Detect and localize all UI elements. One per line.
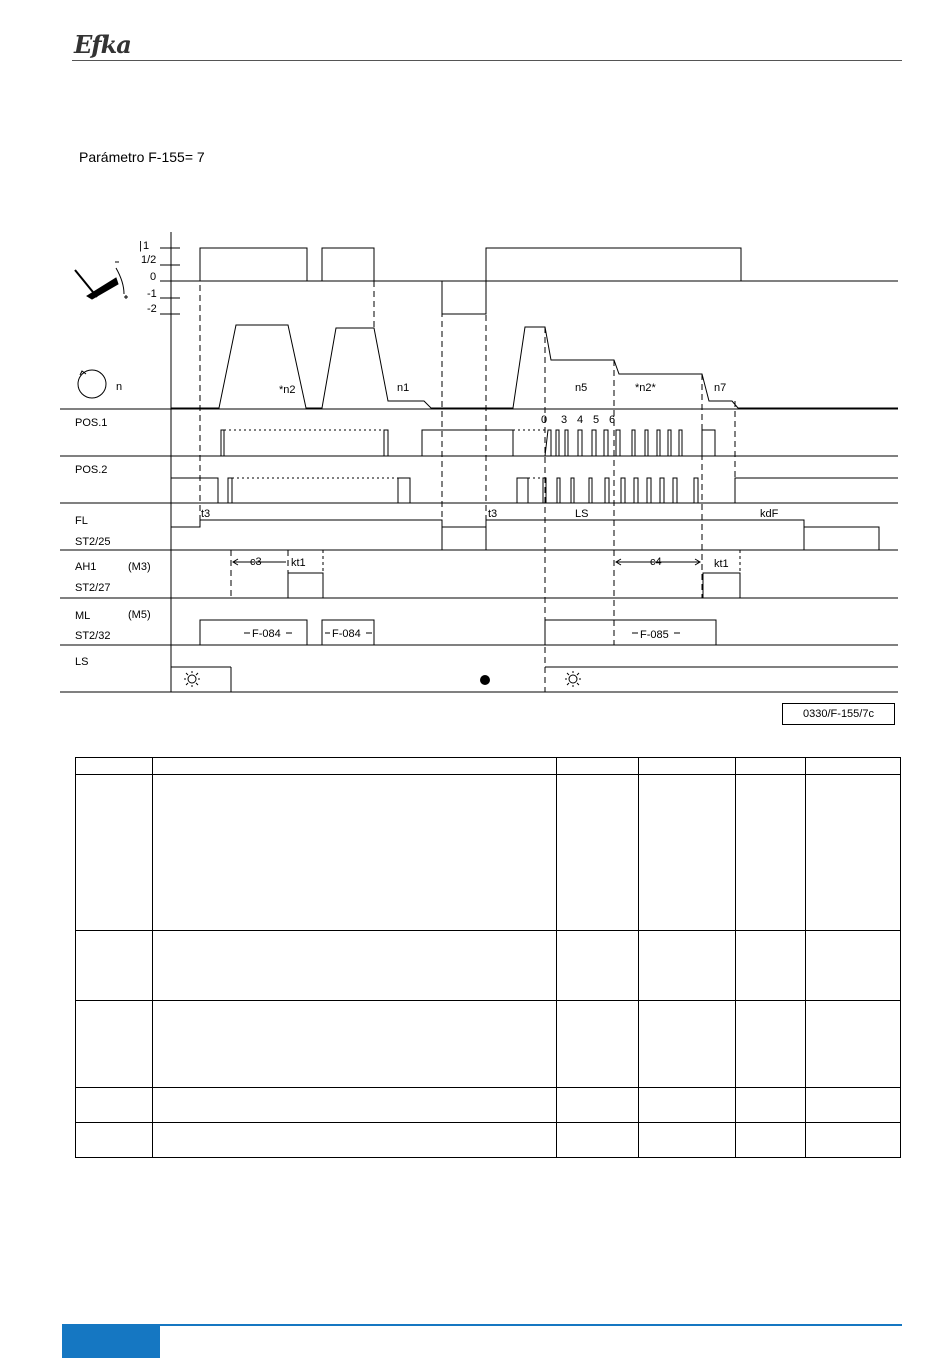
table-row bbox=[76, 1088, 901, 1123]
pedal-level-half: 1/2 bbox=[141, 254, 157, 266]
timing-kt1: kt1 bbox=[714, 558, 729, 570]
position-number: 0 bbox=[541, 414, 548, 426]
footer-page-block bbox=[62, 1324, 160, 1358]
timing-f084: F-084 bbox=[252, 628, 281, 640]
speed-symbol: n bbox=[116, 381, 123, 393]
row-label-ml: ML bbox=[75, 610, 91, 622]
timing-t3: t3 bbox=[488, 508, 498, 520]
timing-f084: F-084 bbox=[332, 628, 361, 640]
rotation-icon bbox=[78, 370, 106, 398]
position-number: 3 bbox=[561, 414, 568, 426]
row-label-m3: (M3) bbox=[128, 561, 151, 573]
timing-t3: t3 bbox=[201, 508, 211, 520]
pos1-pulses bbox=[545, 430, 898, 456]
timing-ls: LS bbox=[575, 508, 589, 520]
timing-c4: c4 bbox=[650, 556, 662, 568]
timing-diagram bbox=[0, 225, 950, 700]
speed-label-n2star: *n2* bbox=[635, 382, 656, 394]
row-label-st2-32: ST2/32 bbox=[75, 630, 111, 642]
row-label-st2-27: ST2/27 bbox=[75, 582, 111, 594]
light-on-icon bbox=[184, 671, 200, 687]
row-label-fl: FL bbox=[75, 515, 88, 527]
efka-logo: Efka bbox=[74, 30, 131, 59]
table-row bbox=[76, 1001, 901, 1088]
speed-label-n1: n1 bbox=[397, 382, 410, 394]
pedal-level-minus1: -1 bbox=[147, 288, 157, 300]
svg-text:|: | bbox=[139, 240, 142, 252]
speed-label-n2: *n2 bbox=[279, 384, 296, 396]
timing-kdf: kdF bbox=[760, 508, 779, 520]
light-off-icon bbox=[480, 675, 490, 685]
reference-code: 0330/F-155/7c bbox=[782, 703, 895, 725]
pedal-level-minus2: -2 bbox=[147, 303, 157, 315]
pedal-level-1: 1 bbox=[143, 240, 150, 252]
table-row bbox=[76, 758, 901, 775]
timing-kt1: kt1 bbox=[291, 557, 306, 569]
position-number: 5 bbox=[593, 414, 600, 426]
parameter-table bbox=[75, 757, 901, 1158]
speed-label-n7: n7 bbox=[714, 382, 727, 394]
parameter-title: Parámetro F-155= 7 bbox=[79, 149, 205, 165]
row-label-pos1: POS.1 bbox=[75, 417, 108, 429]
timing-f085: F-085 bbox=[640, 629, 669, 641]
position-number: 6 bbox=[609, 414, 616, 426]
footer-rule bbox=[62, 1324, 902, 1326]
row-label-pos2: POS.2 bbox=[75, 464, 108, 476]
table-row bbox=[76, 931, 901, 1001]
row-label-st2-25: ST2/25 bbox=[75, 536, 111, 548]
row-label-ah1: AH1 bbox=[75, 561, 97, 573]
table-row bbox=[76, 775, 901, 931]
table-row bbox=[76, 1123, 901, 1158]
timing-c3: c3 bbox=[250, 556, 262, 568]
header-rule bbox=[72, 60, 902, 61]
light-on-icon bbox=[565, 671, 581, 687]
pedal-level-0: 0 bbox=[150, 271, 157, 283]
row-label-ls: LS bbox=[75, 656, 89, 668]
row-label-m5: (M5) bbox=[128, 609, 151, 621]
speed-label-n5: n5 bbox=[575, 382, 588, 394]
pedal-icon bbox=[75, 262, 128, 299]
position-number: 4 bbox=[577, 414, 584, 426]
